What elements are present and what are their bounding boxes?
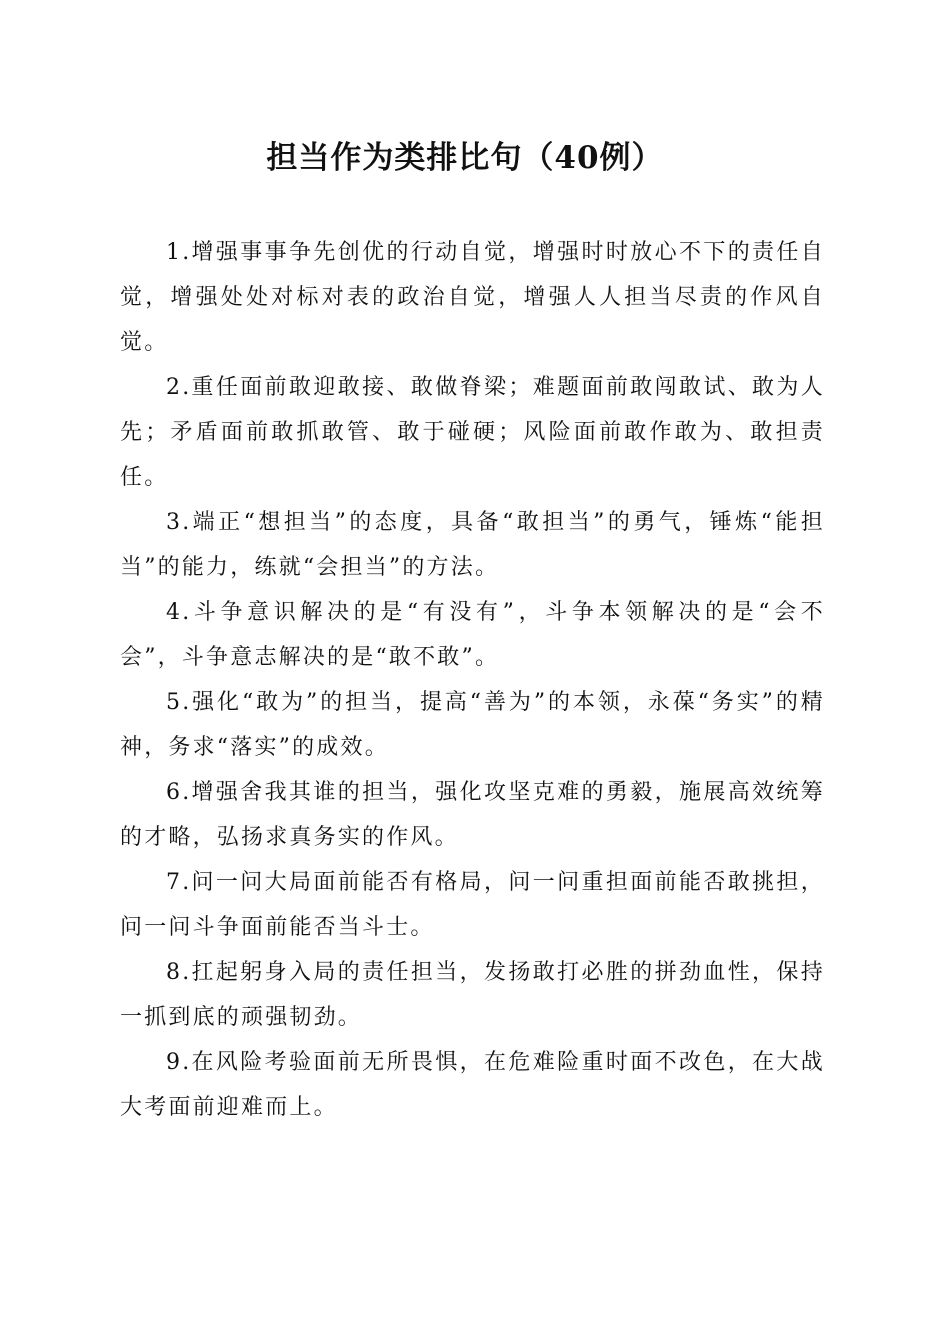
paragraph-7: 7.问一问大局面前能否有格局，问一问重担面前能否敢挑担，问一问斗争面前能否当斗士。 bbox=[120, 870, 825, 940]
paragraph-1: 1.增强事事争先创优的行动自觉，增强时时放心不下的责任自觉，增强处处对标对表的政治自觉，增强人人担当尽责的作风自觉。 bbox=[120, 240, 825, 355]
paragraph-8: 8.扛起躬身入局的责任担当，发扬敢打必胜的拼劲血性，保持一抓到底的顽强韧劲。 bbox=[120, 960, 825, 1030]
document-title: 担当作为类排比句（40例） bbox=[266, 140, 664, 176]
paragraph-4: 4.斗争意识解决的是“有没有”，斗争本领解决的是“会不会”，斗争意志解决的是“敢不敢”。 bbox=[120, 600, 825, 670]
document-body bbox=[120, 230, 825, 1130]
paragraph-2: 2.重任面前敢迎敢接、敢做脊梁；难题面前敢闯敢试、敢为人先；矛盾面前敢抓敢管、敢于碰硬；风险面前敢作敢为、敢担责任。 bbox=[120, 375, 825, 490]
paragraph-3: 3.端正“想担当”的态度，具备“敢担当”的勇气，锤炼“能担当”的能力，练就“会担当”的方法。 bbox=[120, 510, 825, 580]
paragraph-6: 6.增强舍我其谁的担当，强化攻坚克难的勇毅，施展高效统筹的才略，弘扬求真务实的作风。 bbox=[120, 780, 825, 850]
paragraph-9: 9.在风险考验面前无所畏惧，在危难险重时面不改色，在大战大考面前迎难而上。 bbox=[120, 1050, 825, 1120]
paragraph-5: 5.强化“敢为”的担当，提高“善为”的本领，永葆“务实”的精神，务求“落实”的成效。 bbox=[120, 690, 825, 760]
